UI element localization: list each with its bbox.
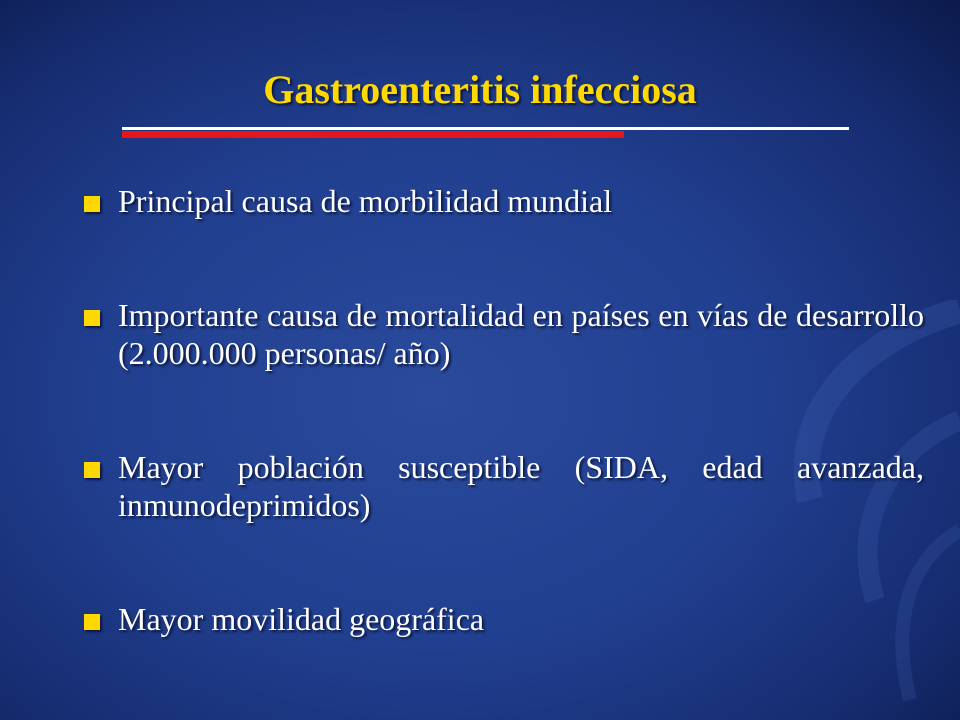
square-bullet-icon — [84, 462, 100, 478]
slide-title: Gastroenteritis infecciosa — [263, 67, 697, 112]
bullet-item — [84, 600, 924, 638]
bullet-text: Principal causa de morbilidad mundial — [118, 183, 613, 219]
square-bullet-icon — [84, 310, 100, 326]
bullet-text: Mayor movilidad geográfica — [118, 601, 485, 637]
square-bullet-icon — [84, 196, 100, 212]
bullet-text: Mayor población susceptible (SIDA, edad avanzada, inmunodeprimidos) — [118, 449, 924, 523]
title-underline-red — [122, 131, 624, 138]
bullet-item — [84, 182, 924, 220]
bullet-item — [84, 448, 924, 524]
title-underline-white — [122, 127, 849, 130]
bullet-item — [84, 296, 924, 372]
bullet-text: Importante causa de mortalidad en países en vías de desarrollo (2.000.000 personas/ año) — [118, 297, 924, 371]
bullet-list — [84, 182, 924, 638]
square-bullet-icon — [84, 614, 100, 630]
